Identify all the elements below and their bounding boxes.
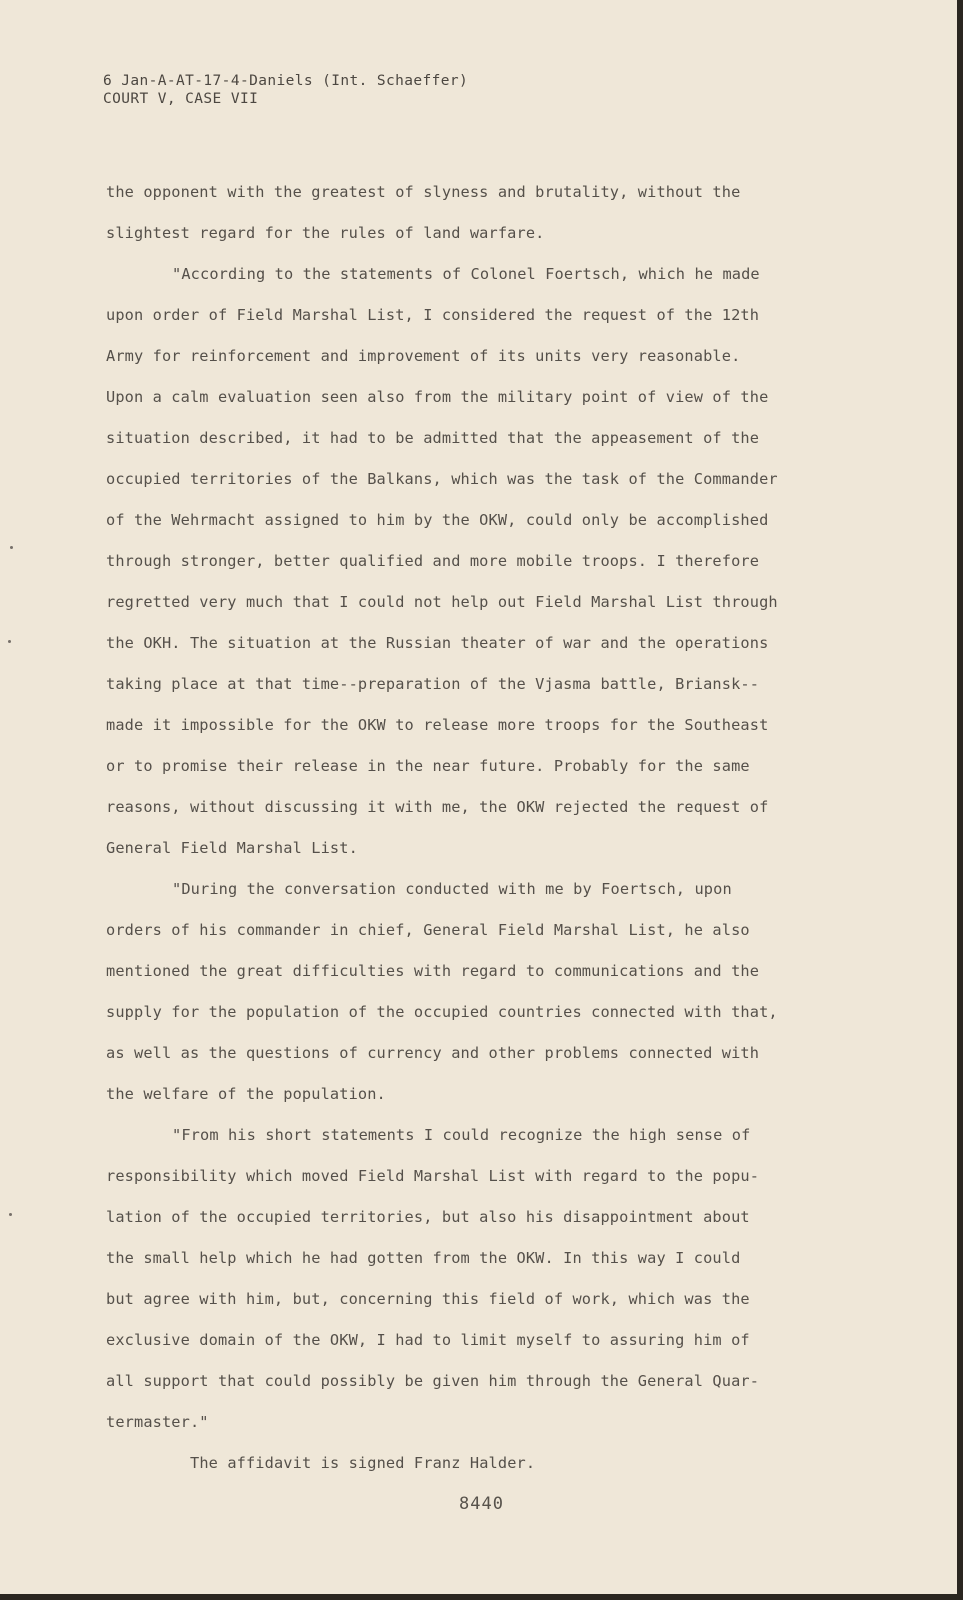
text-line: the small help which he had gotten from the OKW. In this way I could xyxy=(106,1249,741,1267)
paragraph-first-line: "From his short statements I could recognize the high sense of xyxy=(172,1126,751,1144)
text-line: Upon a calm evaluation seen also from the military point of view of the xyxy=(106,388,769,406)
text-line: regretted very much that I could not help out Field Marshal List through xyxy=(106,593,778,611)
text-line: taking place at that time--preparation of the Vjasma battle, Briansk-- xyxy=(106,675,760,693)
text-line: all support that could possibly be given him through the General Quar- xyxy=(106,1372,760,1390)
text-line: slightest regard for the rules of land warfare. xyxy=(106,224,545,242)
text-line: mentioned the great difficulties with regard to communications and the xyxy=(106,962,760,980)
header-line-1: 6 Jan-A-AT-17-4-Daniels (Int. Schaeffer) xyxy=(103,73,469,89)
text-line: occupied territories of the Balkans, which was the task of the Commander xyxy=(106,470,778,488)
text-line: responsibility which moved Field Marshal List with regard to the popu- xyxy=(106,1167,760,1185)
text-line: exclusive domain of the OKW, I had to limit myself to assuring him of xyxy=(106,1331,750,1349)
text-line: the OKH. The situation at the Russian theater of war and the operations xyxy=(106,634,769,652)
text-line: lation of the occupied territories, but also his disappointment about xyxy=(106,1208,750,1226)
text-line: of the Wehrmacht assigned to him by the OKW, could only be accomplished xyxy=(106,511,769,529)
text-line: through stronger, better qualified and more mobile troops. I therefore xyxy=(106,552,760,570)
header-line-2: COURT V, CASE VII xyxy=(103,91,259,107)
text-line: orders of his commander in chief, General Field Marshal List, he also xyxy=(106,921,750,939)
text-line: the welfare of the population. xyxy=(106,1085,386,1103)
text-line: upon order of Field Marshal List, I considered the request of the 12th xyxy=(106,306,760,324)
text-line: situation described, it had to be admitted that the appeasement of the xyxy=(106,429,760,447)
document-header xyxy=(103,72,468,108)
text-line: but agree with him, but, concerning this field of work, which was the xyxy=(106,1290,750,1308)
text-line: supply for the population of the occupied countries connected with that, xyxy=(106,1003,778,1021)
text-line: Army for reinforcement and improvement of its units very reasonable. xyxy=(106,347,741,365)
body-text xyxy=(106,172,851,1484)
text-line: made it impossible for the OKW to release more troops for the Southeast xyxy=(106,716,769,734)
page-number: 8440 xyxy=(459,1494,504,1514)
text-line: the opponent with the greatest of slyness and brutality, without the xyxy=(106,183,741,201)
text-line: termaster." xyxy=(106,1413,209,1431)
paper-speck xyxy=(8,640,11,643)
paragraph-first-line: "During the conversation conducted with me by Foertsch, upon xyxy=(172,880,732,898)
text-line: as well as the questions of currency and other problems connected with xyxy=(106,1044,760,1062)
text-line: General Field Marshal List. xyxy=(106,839,358,857)
paragraph-first-line: "According to the statements of Colonel Foertsch, which he made xyxy=(172,265,760,283)
paper-speck xyxy=(10,546,13,549)
text-line: or to promise their release in the near future. Probably for the same xyxy=(106,757,750,775)
paper-speck xyxy=(9,1213,12,1216)
text-line: reasons, without discussing it with me, the OKW rejected the request of xyxy=(106,798,769,816)
closing-statement: The affidavit is signed Franz Halder. xyxy=(190,1454,536,1472)
